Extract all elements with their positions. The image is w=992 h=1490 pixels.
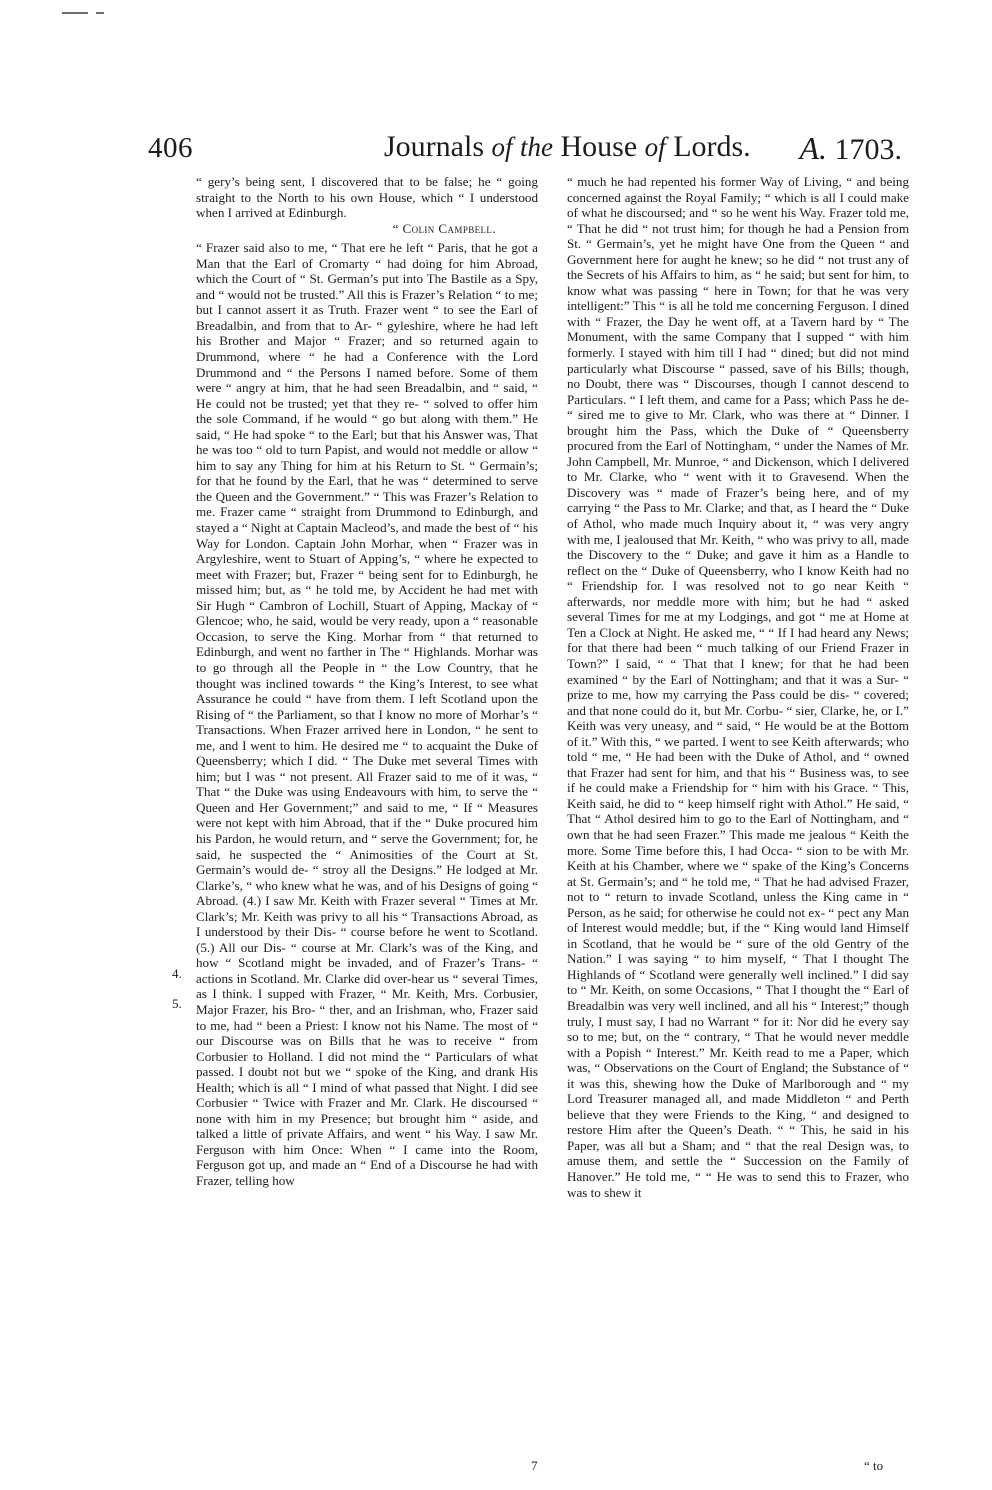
scan-edge-mark — [62, 12, 88, 14]
catchword: “ to — [864, 1458, 884, 1473]
year — [799, 130, 902, 167]
running-title-word: Lords. — [673, 130, 751, 163]
left-column — [196, 174, 538, 1189]
scan-edge-mark — [96, 12, 104, 14]
running-title — [384, 130, 751, 164]
running-title-word: of — [644, 132, 666, 162]
paragraph: “ much he had repented his former Way of Living, “ and being concerned against the Royal Family; “ which is all I could make of what he discoursed; and “ so he went his Way. Frazer told me, “ That he did “ not trust him; for though he had a Pension from St. “ Germain’s, yet he might have One from the Queen “ and Government here for aught he knew; so he did “ not trust any of the Secrets of his Affairs to him, as “ he said; but sent for him, to know what was passing “ here in Town; for that he was very intelligent:” This “ is all he told me concerning Ferguson. I dined with “ Frazer, the Day he went off, at a Tavern hard by “ The Monument, with the same Company that I supped “ with him formerly. I stayed with him till I had “ dined; but did not mind particularly what Discourse “ passed, save of his Bills; though, no Doubt, there was “ Discourses, though I cannot descend to Particulars. “ I left them, and came for a Pass; which Pass he de- “ sired me to give to Mr. Clark, who was there at “ Dinner. I brought him the Pass, which the Duke of “ Queensberry procured from the Earl of Nottingham, “ under the Names of Mr. John Campbell, Mr. Munroe, “ and Dickenson, which I delivered to Mr. Clarke, who “ went with it to Gravesend. When the Discovery was “ made of Frazer’s being here, and of my carrying “ the Pass to Mr. Clarke; and that, as I heard the “ Duke of Athol, who made much Inquiry about it, “ was very angry with me, I jealoused that Mr. Keith, “ who was privy to all, made the Discovery to the “ Duke; and gave it him as a Handle to reflect on the “ Duke of Queensberry, who I know Keith had no “ Friendship for. I was resolved not to go near Keith “ afterwards, nor meddle more with him; but he had “ asked several Times for me at my Lodgings, and got “ me at Home at Ten a Clock at Night. He asked me, “ “ If I had heard any News; for that there had been “ much talking of our Friend Frazer in Town?” I said, “ “ That that I knew; for that he had been examined “ by the Earl of Nottingham; and that it was a Sur- “ prize to me, how my carrying the Pass could be dis- “ covered; and that none could do it, but Mr. Corbu- “ sier, Clarke, he, or I.” Keith was very uneasy, and “ said, “ He would be at the Bottom of it.” With this, “ we parted. I went to see Keith afterwards; who told “ me, “ He had been with the Duke of Athol, and “ owned that Frazer had sent for him, and that his “ Business was, to see if he could make a Friendship for “ him with his Grace. “ This, Keith said, he did to “ keep himself right with Athol.” He said, “ That “ Athol desired him to go to the Earl of Nottingham, and “ own that he had seen Frazer.” This made me jealous “ Keith the more. Some Time before this, I had Occa- “ sion to be with Mr. Keith at his Chamber, where we “ spake of the King’s Concerns at St. Germain’s; and “ he told me, “ That he had advised Frazer, not to “ return to invade Scotland, unless the King came in “ Person, as he said; for otherwise he could not ex- “ pect any Man of Interest would meddle; but, if the “ King would land Himself in Scotland, that he would be “ sure of the old Gentry of the Nation.” I was saying “ to him myself, “ That I thought The Highlands of “ Scotland were generally well inclined.” I did say to “ Mr. Keith, on some Occasions, “ That I thought the “ Earl of Breadalbin was very well inclined, and all his “ Interest;” though truly, I must say, I had no Warrant “ for it: Nor did he every say so to me; but, on the “ contrary, “ That he would never meddle with a Popish “ Interest.” Mr. Keith read to me a Paper, which was, “ Observations on the Court of England; the Substance of “ it was this, shewing how the Duke of Marlborough and “ my Lord Treasurer managed all, and made Middleton “ and Perth believe that they were Friends to the King, “ and designed to restore Him after the Queen’s Death. “ “ This, he said in his Paper, was all but a Sham; and “ that the real Design was, to amuse them, and settle the “ Succession on the Family of Hanover.” He told me, “ “ He was to send this to Frazer, who was to shew it — [567, 174, 909, 1200]
right-column — [567, 174, 909, 1200]
paragraph: “ gery’s being sent, I discovered that to be false; he “ going straight to the North to his own House, which “ I understood when I arrived at Edinburgh. — [196, 174, 538, 221]
signature-mark: 7 — [531, 1458, 538, 1473]
margin-note: 5. — [172, 996, 182, 1011]
running-header — [148, 128, 908, 172]
running-title-word: the — [520, 132, 554, 162]
running-title-word: Journals — [384, 130, 484, 163]
paragraph: “ Frazer said also to me, “ That ere he left “ Paris, that he got a Man that the Earl of Cromarty “ had doing for him Abroad, which the Court of “ St. German’s put into The Bastile as a Spy, and “ would not be trusted.” All this is Frazer’s Relation “ to me; but I cannot assert it as Truth. Frazer went “ to see the Earl of Breadalbin, and from that to Ar- “ gyleshire, where he had left his Brother and Major “ Frazer; and so returned again to Drummond, where “ he had a Conference with the Lord Drummond and “ the Persons I named before. Some of them were “ angry at him, that he had seen Breadalbin, and “ said, “ He could not be trusted; yet that they re- “ solved to offer him the sole Command, if he would “ go but along with them.” He said, “ He had spoke “ to the Earl; but that his Answer was, That he was too “ old to turn Papist, and would not meddle or allow “ him to say any Thing for him at his Return to St. “ Germain’s; for that he found by the Earl, that he was “ determined to serve the Queen and the Government.” “ This was Frazer’s Relation to me. Frazer came “ straight from Drummond to Edinburgh, and stayed a “ Night at Captain Macleod’s, and made the best of “ his Way for London. Captain John Morhar, when “ Frazer was in Argyleshire, went to Stuart of Apping’s, “ where he expected to meet with Frazer; but, Frazer “ being sent for to Edinburgh, he missed him; but, as “ he told me, by Accident he had met with Sir Hugh “ Cambron of Lochill, Stuart of Apping, Mackay of “ Glencoe; who, he said, would be very ready, upon a “ reasonable Occasion, to serve the King. Morhar from “ that returned to Edinburgh, and went no farther in The “ Highlands. Morhar was to go through all the People in “ the Low Country, that he thought was inclined towards “ the King’s Interest, to see what Assurance he could “ have from them. I left Scotland upon the Rising of “ the Parliament, so that I know no more of Morhar’s “ Transactions. When Frazer arrived here in London, “ he sent to me, and I went to him. He desired me “ to acquaint the Duke of Queensberry; which I did. “ The Duke met several Times with him; but I was “ not present. All Frazer said to me of it was, “ That “ the Duke was using Endeavours with him, to serve the “ Queen and Her Government;” and said to me, “ If “ Measures were not kept with him Abroad, that if the “ Duke procured him his Pardon, he would return, and “ serve the Government; for, he said, he suspected the “ Animosities of the Court at St. Germain’s would de- “ stroy all the Designs.” He lodged at Mr. Clarke’s, “ who knew what he was, and of his Designs of going “ Abroad. (4.) I saw Mr. Keith with Frazer several “ Times at Mr. Clark’s; Mr. Keith was privy to all his “ Transactions Abroad, as I understood by their Dis- “ course before he went to Scotland. (5.) All our Dis- “ course at Mr. Clark’s was of the King, and how “ Scotland might be invaded, and of Frazer’s Trans- “ actions in Scotland. Mr. Clarke did over-hear us “ several Times, as I think. I supped with Frazer, “ Mr. Keith, Mrs. Corbusier, Major Frazer, his Bro- “ ther, and an Irishman, who, Frazer said to me, had “ been a Priest: I know not his Name. The most of “ our Discourse was on Bills that he was to receive “ from Corbusier to Holland. I did not mind the “ Particulars of what passed. I doubt not but we “ spoke of the King, and drank His Health; which is all “ I mind of what passed that Night. I did see Corbusier “ Twice with Frazer and Mr. Clark. He discoursed “ none with him in my Presence; but brought him “ aside, and talked a little of private Affairs, and went “ his Way. I saw Mr. Ferguson with him Once: When “ I came into the Room, Ferguson got up, and made an “ End of a Discourse he had with Frazer, telling how — [196, 240, 538, 1188]
running-title-word: House — [560, 130, 638, 163]
running-title-word: of — [491, 132, 513, 162]
signature: “ Colin Campbell. — [392, 220, 496, 236]
page-number: 406 — [148, 132, 193, 164]
margin-note: 4. — [172, 966, 182, 981]
year-prefix: A. — [799, 130, 827, 166]
year-number: 1703. — [834, 133, 902, 166]
